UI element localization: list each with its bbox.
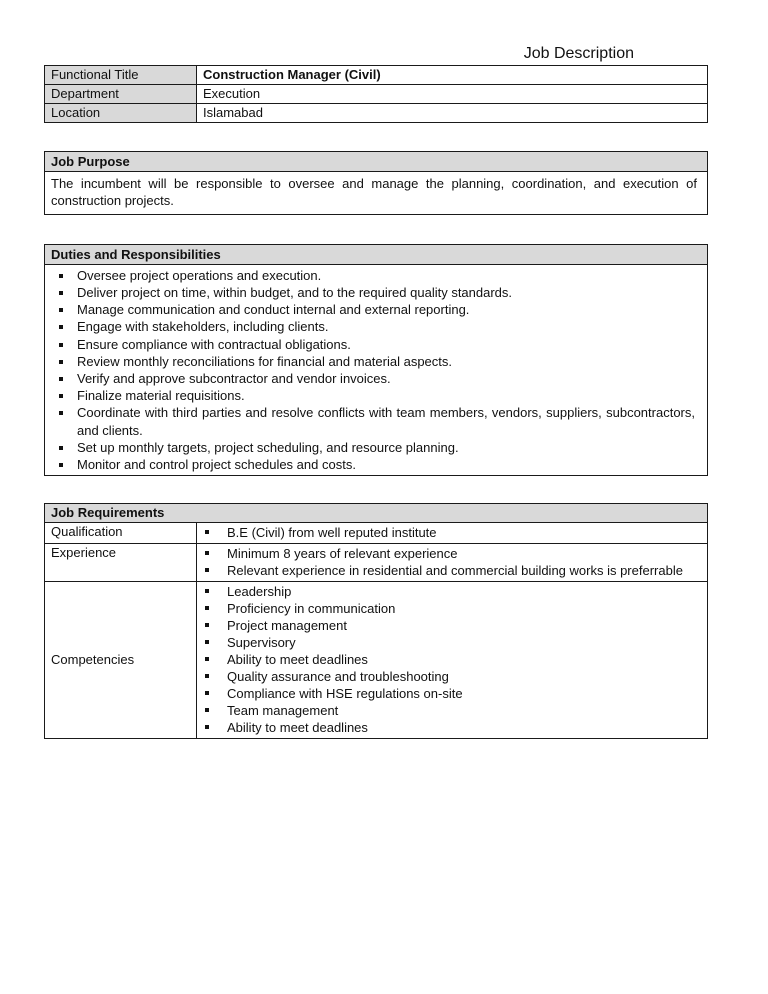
requirements-row-experience — [45, 544, 708, 582]
duties-list-item: Set up monthly targets, project scheduling, and resource planning. — [45, 439, 695, 456]
duties-list-item: Deliver project on time, within budget, and to the required quality standards. — [45, 284, 695, 301]
requirements-value-experience — [197, 544, 708, 582]
info-table — [44, 65, 708, 123]
requirements-row-competencies — [45, 582, 708, 739]
info-row-location — [45, 104, 708, 123]
duties-list-item: Finalize material requisitions. — [45, 387, 695, 404]
job-purpose-heading: Job Purpose — [44, 151, 708, 172]
duties-list-item: Monitor and control project schedules and costs. — [45, 456, 695, 473]
duties-list-item: Oversee project operations and execution. — [45, 267, 695, 284]
qualification-list-item: B.E (Civil) from well reputed institute — [197, 524, 699, 541]
competencies-list-item: Project management — [197, 617, 699, 634]
competencies-list-item: Ability to meet deadlines — [197, 719, 699, 736]
duties-list-item: Verify and approve subcontractor and vendor invoices. — [45, 370, 695, 387]
requirements-label-competencies: Competencies — [45, 582, 197, 739]
qualification-list — [197, 524, 699, 541]
duties-list — [45, 267, 695, 473]
requirements-label-qualification: Qualification — [45, 523, 197, 544]
info-value-functional-title: Construction Manager (Civil) — [197, 66, 708, 85]
competencies-list-item: Compliance with HSE regulations on-site — [197, 685, 699, 702]
competencies-list-item: Proficiency in communication — [197, 600, 699, 617]
competencies-list-item: Quality assurance and troubleshooting — [197, 668, 699, 685]
document-title: Job Description — [523, 45, 634, 62]
requirements-row-qualification — [45, 523, 708, 544]
duties-list-item: Manage communication and conduct internal and external reporting. — [45, 301, 695, 318]
duties-body — [44, 265, 708, 476]
section-job-purpose — [44, 151, 708, 215]
experience-list-item: Minimum 8 years of relevant experience — [197, 545, 699, 562]
competencies-list-item: Supervisory — [197, 634, 699, 651]
duties-list-item: Coordinate with third parties and resolve conflicts with team members, vendors, suppliers, subcontractors, and clients. — [45, 404, 695, 438]
info-label-department: Department — [45, 85, 197, 104]
info-value-department: Execution — [197, 85, 708, 104]
experience-list — [197, 545, 699, 579]
requirements-value-competencies — [197, 582, 708, 739]
requirements-label-experience: Experience — [45, 544, 197, 582]
job-purpose-body: The incumbent will be responsible to oversee and manage the planning, coordination, and execution of construction projects. — [44, 172, 708, 215]
section-duties — [44, 244, 708, 476]
competencies-list-item: Leadership — [197, 583, 699, 600]
duties-list-item: Review monthly reconciliations for financial and material aspects. — [45, 353, 695, 370]
duties-list-item: Ensure compliance with contractual obligations. — [45, 336, 695, 353]
info-value-location: Islamabad — [197, 104, 708, 123]
duties-list-item: Engage with stakeholders, including clients. — [45, 318, 695, 335]
info-label-location: Location — [45, 104, 197, 123]
competencies-list-item: Ability to meet deadlines — [197, 651, 699, 668]
competencies-list — [197, 583, 699, 736]
info-label-functional-title: Functional Title — [45, 66, 197, 85]
info-row-department — [45, 85, 708, 104]
info-row-functional-title — [45, 66, 708, 85]
requirements-heading: Job Requirements — [45, 504, 708, 523]
requirements-header-row — [45, 504, 708, 523]
experience-list-item: Relevant experience in residential and commercial building works is preferrable — [197, 562, 699, 579]
requirements-table — [44, 503, 708, 739]
duties-heading: Duties and Responsibilities — [44, 244, 708, 265]
competencies-list-item: Team management — [197, 702, 699, 719]
requirements-value-qualification — [197, 523, 708, 544]
